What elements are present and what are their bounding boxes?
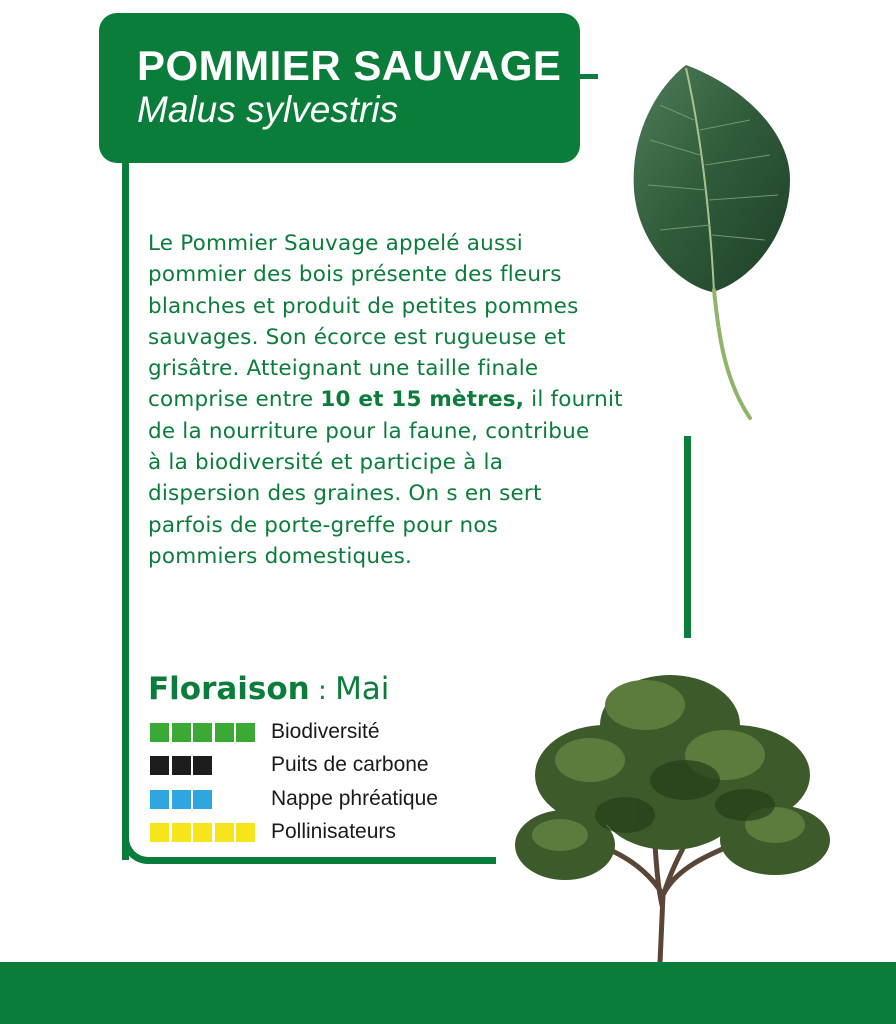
- rating-segment: [193, 823, 212, 842]
- description-line: pommier des bois présente des fleurs: [148, 262, 562, 288]
- description-line: pommiers domestiques.: [148, 543, 413, 569]
- rating-segment: [193, 756, 212, 775]
- description-line: de la nourriture pour la faune, contribue: [148, 418, 590, 444]
- rating-segment: [172, 756, 191, 775]
- description-line: dispersion des graines. On s en sert: [148, 481, 542, 507]
- tree-icon: [505, 665, 835, 965]
- rating-segment: [150, 790, 169, 809]
- rating-segment: [150, 823, 169, 842]
- title-tick: [578, 74, 598, 79]
- frame-right-line: [684, 436, 691, 638]
- description-line: grisâtre. Atteignant une taille finale: [148, 356, 539, 382]
- height-post: il fournit: [524, 387, 623, 413]
- rating-segment: [150, 756, 169, 775]
- flowering-separator: :: [309, 676, 336, 706]
- rating-segment: [193, 790, 212, 809]
- leaf-icon: [620, 60, 800, 430]
- rating-label: Pollinisateurs: [271, 820, 396, 843]
- flowering: [148, 669, 389, 711]
- frame-left-line: [122, 160, 129, 860]
- title-box: [99, 13, 580, 163]
- common-name: POMMIER SAUVAGE: [137, 42, 562, 89]
- height-range: 10 et 15 mètres,: [320, 387, 525, 413]
- rating-segment: [236, 723, 255, 742]
- rating-segment: [172, 790, 191, 809]
- description-line-height: [148, 384, 668, 415]
- rating-segment: [172, 723, 191, 742]
- rating-label: Biodiversité: [271, 720, 380, 743]
- rating-segment: [150, 723, 169, 742]
- description-line: Le Pommier Sauvage appelé aussi: [148, 231, 523, 256]
- flowering-month: Mai: [335, 671, 390, 707]
- rating-label: Puits de carbone: [271, 753, 429, 776]
- frame-bottom-line: [160, 857, 496, 864]
- description: [148, 228, 668, 572]
- flowering-label: Floraison: [148, 671, 310, 707]
- rating-segment: [215, 723, 234, 742]
- description-line: sauvages. Son écorce est rugueuse et: [148, 324, 566, 350]
- rating-label: Nappe phréatique: [271, 787, 438, 810]
- description-line: blanches et produit de petites pommes: [148, 293, 579, 319]
- description-line: à la biodiversité et participe à la: [148, 450, 504, 476]
- rating-segment: [172, 823, 191, 842]
- rating-segment: [193, 723, 212, 742]
- description-line: parfois de porte-greffe pour nos: [148, 512, 499, 538]
- scientific-name: Malus sylvestris: [137, 89, 399, 130]
- footer-bar: [0, 962, 896, 1024]
- rating-segment: [215, 823, 234, 842]
- height-pre: comprise entre: [148, 387, 321, 413]
- rating-segment: [236, 823, 255, 842]
